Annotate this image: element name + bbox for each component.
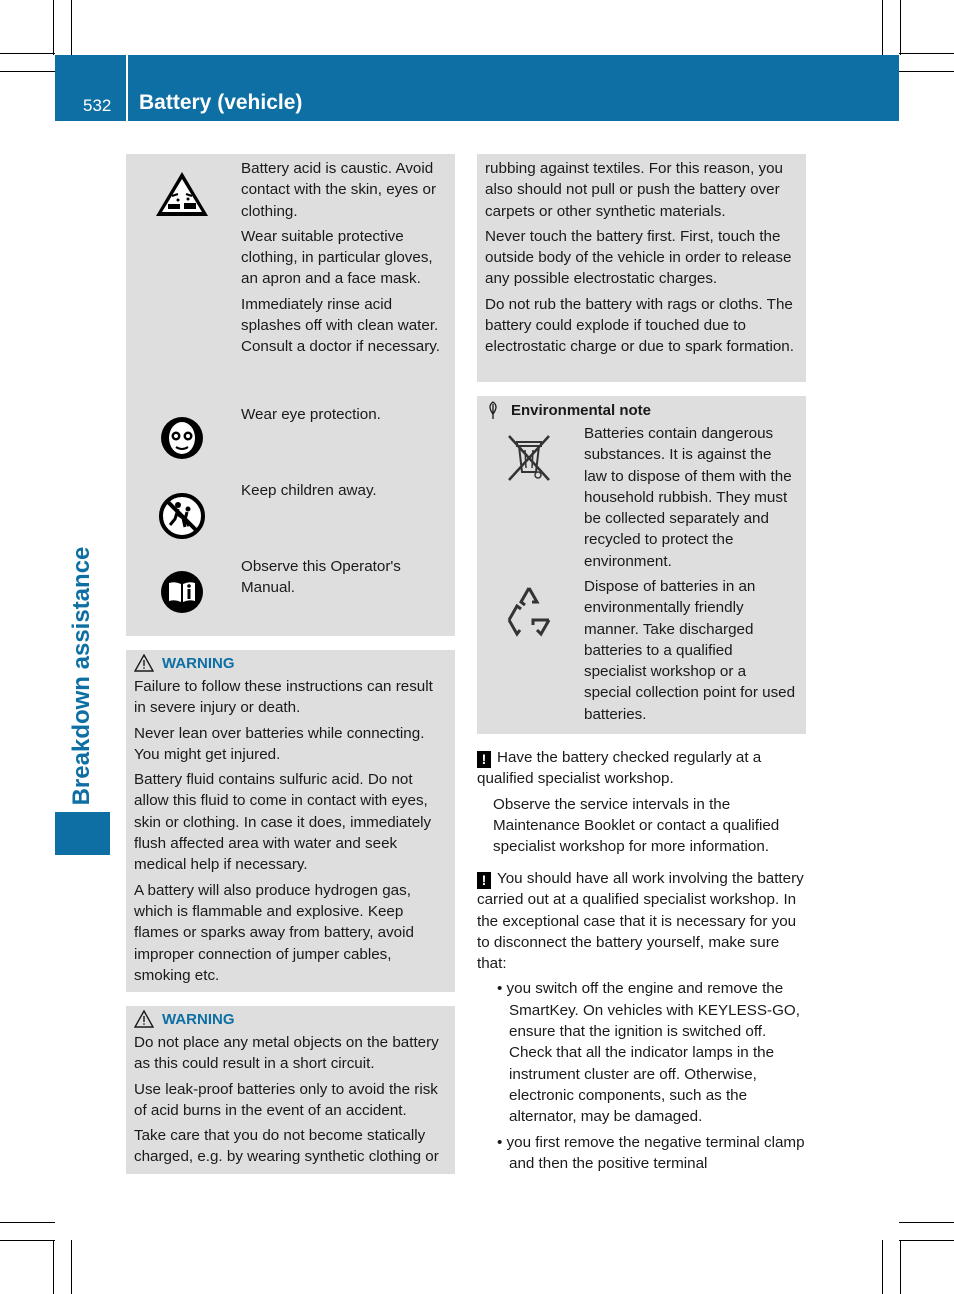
note1-follow: Observe the service intervals in the Maintenance Booklet or contact a qualified specialist workshop for more information. [493,795,780,856]
warning-box-2 [126,1006,455,1174]
caustic-text-2: Wear suitable protective clothing, in particular gloves, an apron and a face mask. [241,227,433,288]
chapter-tab-marker [55,812,110,855]
crossed-bin-icon [501,430,557,491]
keep-children-away-icon [158,492,206,545]
caustic-text-1: Battery acid is caustic. Avoid contact with the skin, eyes or clothing. [241,160,436,220]
list-item: • you switch off the engine and remove the SmartKey. On vehicles with KEYLESS-GO, ensure that the ignition is switched off. Check that all the indicator lamps in the instrument cluster are off. Otherwise, electronic components, such as the alternator, may be damaged. [497,980,800,1126]
warning-triangle-icon [134,654,154,672]
warning2-para-1: Do not place any metal objects on the battery as this could result in a short circuit. [134,1034,439,1073]
warning-label: WARNING [162,654,235,672]
crop-mark [899,1222,954,1223]
environment-leaf-icon [485,400,501,420]
bullet-text: you first remove the negative terminal clamp and then the positive terminal [506,1133,805,1172]
eye-protection-icon [160,416,204,465]
note-battery-check [477,747,807,861]
caustic-text-3: Immediately rinse acid splashes off with clean water. Consult a doctor if necessary. [241,295,440,356]
crop-mark [0,53,55,54]
note1-lead: Have the battery checked regularly at a qualified specialist workshop. [477,749,762,788]
crop-mark [899,1240,954,1241]
crop-mark [0,1240,55,1241]
continued-para-2: Never touch the battery first. First, touch the outside body of the vehicle in order to release any possible electrostatic charges. [485,227,792,288]
warning1-para-3: Battery fluid contains sulfuric acid. Do not allow this fluid to come in contact with eyes, skin or clothing. In case it does, immediately flush affected area with water and seek medical help if necessary. [134,771,432,874]
warning1-para-1: Failure to follow these instructions can result in severe injury or death. [134,678,433,717]
warning-label: WARNING [162,1010,235,1028]
environmental-note-box [477,396,806,734]
crop-mark [899,71,954,72]
list-item: • you first remove the negative terminal clamp and then the positive terminal [497,1133,805,1172]
safety-symbols-panel [126,154,455,636]
crop-mark [0,1222,55,1223]
continued-para-3: Do not rub the battery with rags or cloths. The battery could explode if touched due to electrostatic charge or due to spark formation. [485,295,794,356]
crop-mark [900,1240,901,1294]
environmental-note-label: Environmental note [511,401,652,419]
crop-mark [0,71,55,72]
keep-children-away-text: Keep children away. [241,482,377,499]
exclamation-icon: ! [477,872,491,889]
page-header [55,55,899,121]
warning1-para-2: Never lean over batteries while connecting. You might get injured. [134,724,425,763]
operator-manual-icon [160,570,204,619]
continued-para-1: rubbing against textiles. For this reason, you also should not pull or push the battery over carpets or other synthetic materials. [485,160,784,220]
crop-mark [882,1240,883,1294]
header-divider [126,55,128,121]
recycle-text: Dispose of batteries in an environmentally friendly manner. Take discharged batteries to a qualified specialist workshop or a special collection point for used batteries. [584,578,796,723]
warning-triangle-icon [134,1010,154,1028]
exclamation-icon: ! [477,751,491,768]
page-number: 532 [83,96,112,115]
note-disconnect-battery [477,868,807,1178]
crop-mark [900,0,901,55]
operator-manual-text: Observe this Operator's Manual. [241,558,401,597]
warning1-para-4: A battery will also produce hydrogen gas, which is flammable and explosive. Keep flames or sparks away from battery, avoid improper connection of jumper cables, smoking etc. [134,881,414,984]
crop-mark [71,0,72,55]
page-title: Battery (vehicle) [139,91,303,114]
warning2-para-2: Use leak-proof batteries only to avoid the risk of acid burns in the event of an accident. [134,1080,438,1119]
recycle-icon [499,580,559,645]
crop-mark [53,0,54,55]
crop-mark [53,1240,54,1294]
note2-lead: You should have all work involving the battery carried out at a qualified specialist workshop. In the exceptional case that it is necessary for you to disconnect the battery yourself, make sure that: [477,870,804,973]
bin-text: Batteries contain dangerous substances. It is against the law to dispose of them with the household rubbish. They must be collected separately and recycled to protect the environment. [584,425,792,570]
bullet-text: you switch off the engine and remove the SmartKey. On vehicles with KEYLESS-GO, ensure that the ignition is switched off. Check that all the indicator lamps in the instrument cluster are off. Otherwise, electronic components, such as the alternator, may be damaged. [506,980,800,1126]
crop-mark [882,0,883,55]
caustic-warning-icon [154,170,210,223]
warning2-para-3: Take care that you do not become statically charged, e.g. by wearing synthetic clothing or [134,1127,439,1166]
warning-continued-box [477,154,806,382]
chapter-tab-label: Breakdown assistance [68,546,95,806]
eye-protection-text: Wear eye protection. [241,406,381,423]
crop-mark [71,1240,72,1294]
warning-box-1 [126,650,455,992]
crop-mark [899,53,954,54]
